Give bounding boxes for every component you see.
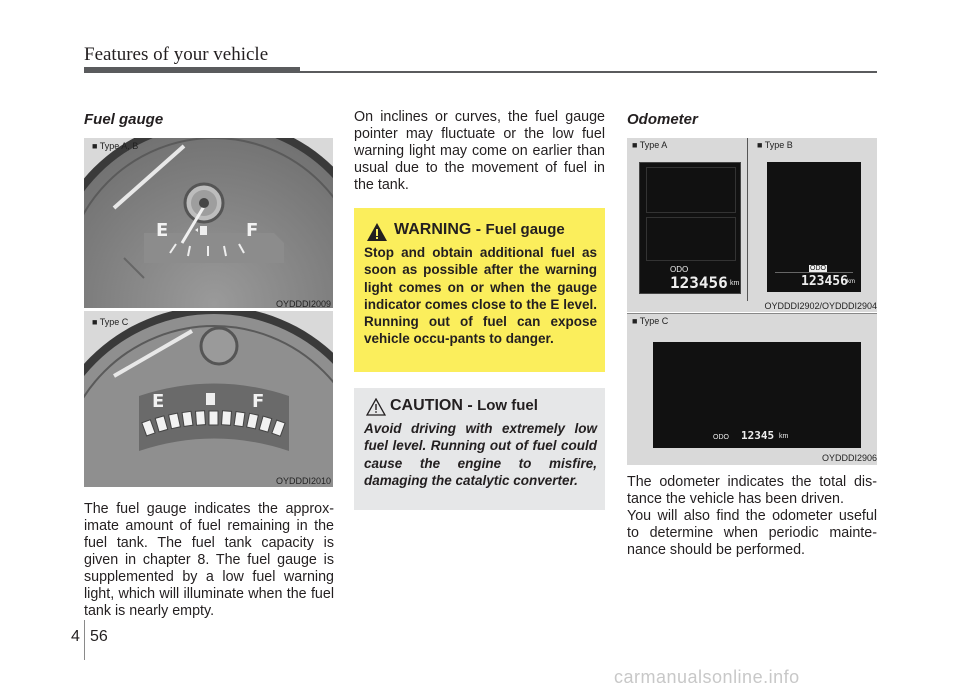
fuel-gauge-paragraph: The fuel gauge indicates the approx-imate amount of fuel remaining in the fuel tank. The fuel tank capacity is given in chapter 8. The fuel gauge is supplemented by a low fuel warning light, which will illuminate when the fuel tank is nearly empty.: [84, 501, 334, 619]
figure-label-type-ab: ■ Type A, B: [92, 141, 139, 151]
warning-heading: [394, 221, 565, 239]
caution-triangle-icon: [366, 398, 386, 416]
odometer-label-type-c: ■ Type C: [632, 316, 669, 326]
odometer-figure-type-c: [627, 314, 877, 465]
odometer-paragraph-2: You will also find the odometer useful to determine when periodic mainte-nance should be performed.: [627, 508, 877, 558]
odo-unit-b: km: [847, 279, 855, 285]
odometer-label-type-a: ■ Type A: [632, 140, 668, 150]
odo-label-b: ODO: [810, 265, 826, 272]
figure-label-type-c: ■ Type C: [92, 317, 129, 327]
caution-heading: [390, 397, 538, 415]
section-title-fuel-gauge: Fuel gauge: [84, 111, 164, 128]
gauge-e-label-ab: E: [156, 220, 169, 241]
caution-title: CAUTION -: [390, 397, 478, 414]
fuel-pump-icon: [200, 226, 207, 235]
odo-value-b: 123456: [801, 274, 848, 289]
figure-code-2010: OYDDDI2010: [275, 476, 331, 486]
odometer-display-type-a: [639, 162, 741, 294]
odometer-paragraph-1: The odometer indicates the total dis-tance the vehicle has been driven.: [627, 474, 877, 507]
page-header-title: Features of your vehicle: [84, 44, 269, 65]
caution-body: Avoid driving with extremely low fuel level. Running out of fuel could cause the engine to misfire, damaging the catalytic converter.: [364, 421, 597, 488]
odo-unit-c: km: [779, 433, 789, 440]
warning-box-fuel-gauge: [354, 208, 605, 372]
fuel-gauge-figure-type-ab: [84, 138, 333, 308]
odometer-display-type-b: [767, 162, 861, 292]
warning-triangle-icon: [366, 222, 388, 242]
figure-code-2009: OYDDDI2009: [275, 299, 331, 308]
odo-label-a: ODO: [670, 265, 689, 274]
footer-divider: [84, 620, 85, 660]
odo-unit-a: km: [730, 280, 740, 287]
fuel-fluctuation-paragraph: On inclines or curves, the fuel gauge pointer may fluctuate or the low fuel warning light may come on earlier than usual due to the movement of fuel in the tank.: [354, 109, 605, 193]
caution-subtitle: Low fuel: [477, 397, 538, 414]
odo-label-c: ODO: [713, 434, 729, 441]
odometer-display-type-c: [653, 342, 861, 448]
caution-box-low-fuel: [354, 388, 605, 510]
figure-code-2906: OYDDDI2906: [821, 453, 877, 463]
fuel-gauge-figure-type-c: [84, 311, 333, 487]
fuel-gauge-illustration-ab: [84, 138, 333, 308]
footer-chapter-number: 4: [71, 628, 80, 645]
footer-page-number: 56: [90, 628, 108, 645]
odometer-figure-type-ab: [627, 138, 877, 312]
gauge-e-label-c: E: [152, 391, 165, 412]
gauge-f-label-ab: F: [246, 220, 259, 241]
warning-title: WARNING -: [394, 221, 486, 238]
warning-subtitle: Fuel gauge: [485, 221, 565, 238]
figure-code-2902-2904: OYDDDI2902/OYDDDI2904: [764, 301, 877, 311]
gauge-f-label-c: F: [252, 391, 265, 412]
fuel-pump-icon-c: [206, 393, 215, 405]
watermark: carmanualsonline.info: [614, 667, 800, 687]
warning-body: Stop and obtain additional fuel as soon as possible after the warning light comes on or when the gauge indicator comes close to the E level. Running out of fuel can expose vehicle occu-pants to danger.: [364, 245, 597, 347]
section-title-odometer: Odometer: [627, 111, 698, 128]
odometer-label-type-b: ■ Type B: [757, 140, 793, 150]
odo-value-a: 123456: [670, 273, 728, 292]
fuel-gauge-illustration-c: [84, 311, 333, 487]
odo-value-c: 12345: [741, 429, 775, 442]
header-rule: [84, 71, 877, 73]
